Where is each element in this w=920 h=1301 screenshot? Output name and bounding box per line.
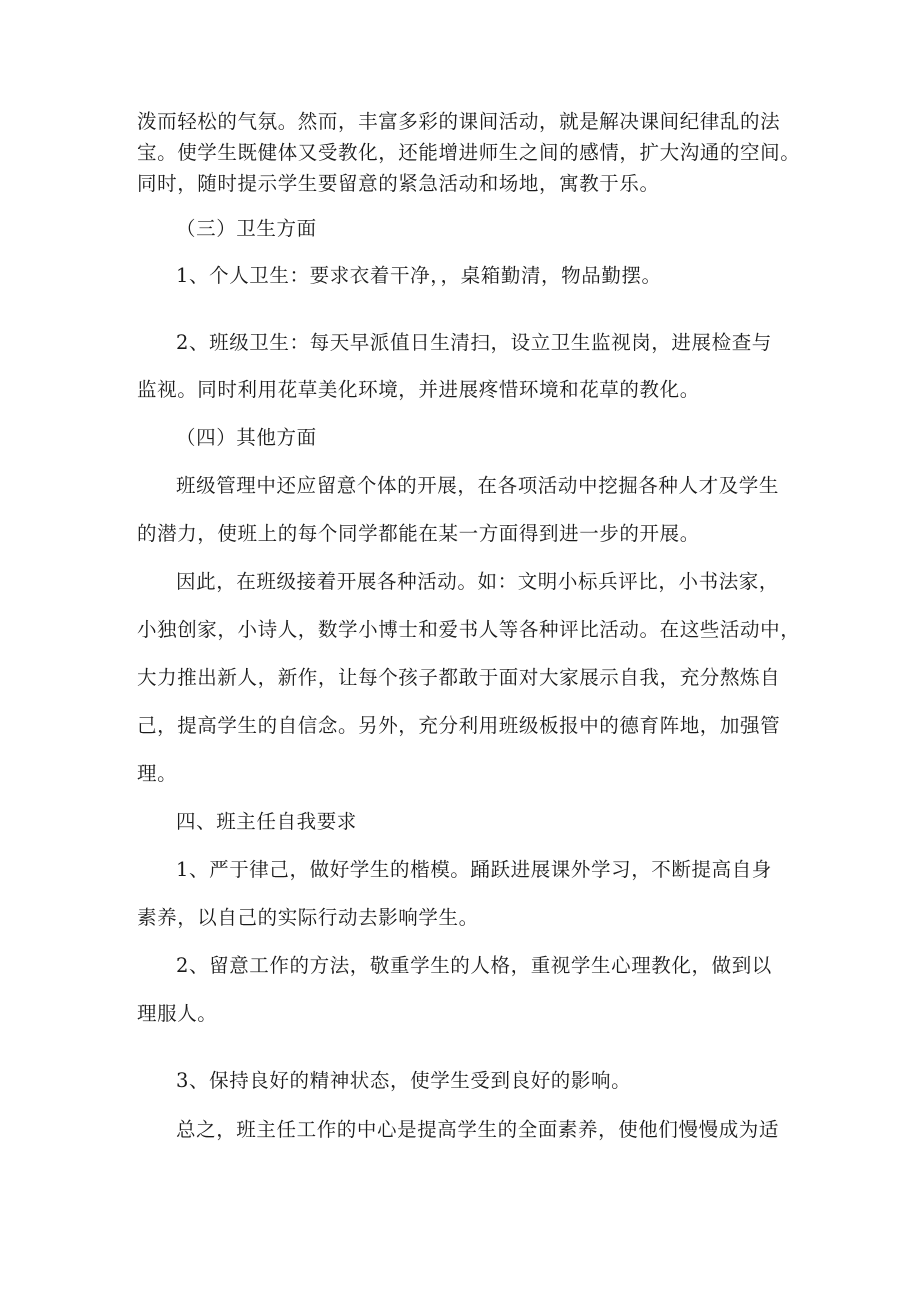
section-heading: 四、班主任自我要求	[176, 810, 357, 833]
section-heading: （四）其他方面	[176, 426, 317, 449]
text-line: 监视。同时利用花草美化环境，并进展疼惜环境和花草的教化。	[137, 378, 700, 401]
text-line: 的潜力，使班上的每个同学都能在某一方面得到进一步的开展。	[137, 522, 700, 545]
text-line: 1、严于律己，做好学生的楷模。踊跃进展课外学习，不断提高自身	[176, 858, 772, 881]
text-line: 同时，随时提示学生要留意的紧急活动和场地，寓教于乐。	[137, 172, 660, 195]
text-line: 己，提高学生的自信念。另外，充分利用班级板报中的德育阵地，加强管	[137, 714, 781, 737]
section-heading: （三）卫生方面	[176, 217, 317, 240]
text-line: 宝。使学生既健体又受教化，还能增进师生之间的感情，扩大沟通的空间。	[137, 141, 801, 164]
text-line: 2、留意工作的方法，敬重学生的人格，重视学生心理教化，做到以	[176, 954, 772, 977]
text-line: 大力推出新人，新作，让每个孩子都敢于面对大家展示自我，充分熬炼自	[137, 666, 781, 689]
text-line: 总之，班主任工作的中心是提高学生的全面素养，使他们慢慢成为适	[176, 1118, 780, 1141]
text-line: 3、保持良好的精神状态，使学生受到良好的影响。	[176, 1069, 632, 1092]
text-line: 2、班级卫生：每天早派值日生清扫，设立卫生监视岗，进展检查与	[176, 331, 772, 354]
text-line: 小独创家，小诗人，数学小博士和爱书人等各种评比活动。在这些活动中，	[137, 618, 801, 641]
text-line: 班级管理中还应留意个体的开展，在各项活动中挖掘各种人才及学生	[176, 474, 780, 497]
text-line: 理服人。	[137, 1002, 218, 1025]
text-line: 素养，以自己的实际行动去影响学生。	[137, 906, 479, 929]
text-line: 泼而轻松的气氛。然而，丰富多彩的课间活动，就是解决课间纪律乱的法	[137, 110, 781, 133]
text-line: 因此，在班级接着开展各种活动。如：文明小标兵评比，小书法家，	[176, 570, 780, 593]
text-line: 1、个人卫生：要求衣着干净，，桌箱勤清，物品勤摆。	[176, 264, 662, 287]
text-line: 理。	[137, 762, 178, 785]
